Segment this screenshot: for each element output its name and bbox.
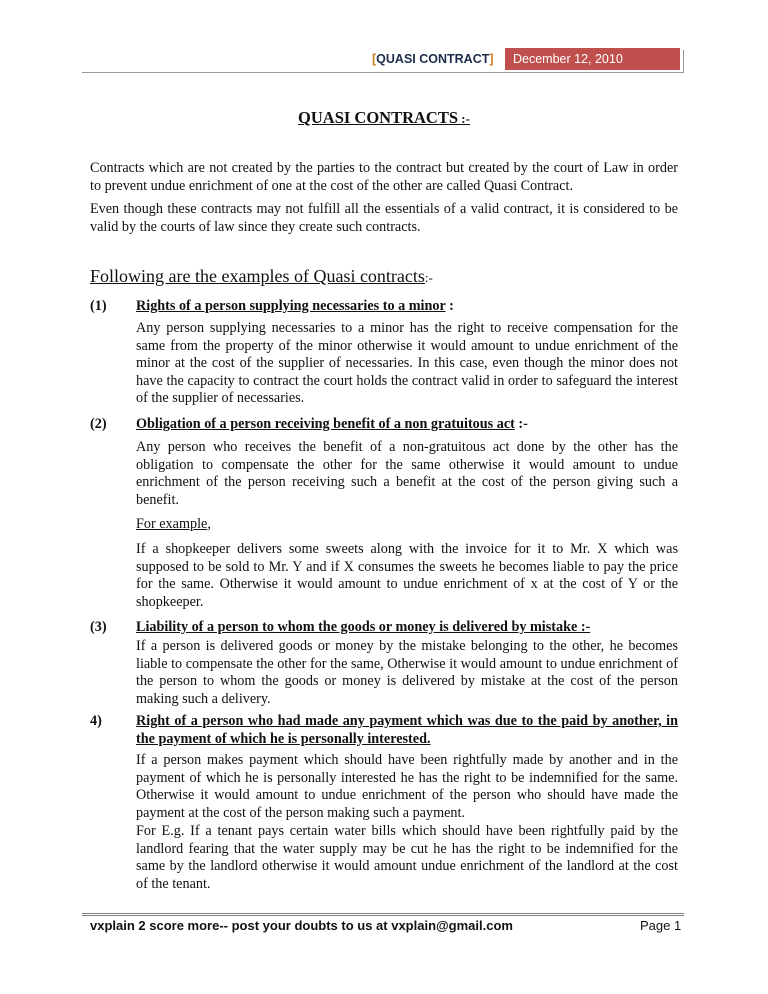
page-title-suffix: :- xyxy=(458,111,470,126)
item-2-example-label-text: For example xyxy=(136,516,208,532)
intro-paragraph-2: Even though these contracts may not fulfill all the essentials of a valid contract, it is considered to be valid by the courts of law since they create such contracts. xyxy=(90,201,678,235)
header-rule-tick xyxy=(683,50,684,72)
item-3-title-text: Liability of a person to whom the goods or money is delivered by mistake :- xyxy=(136,619,591,635)
header-rule xyxy=(82,72,684,73)
item-1-title-text: Rights of a person supplying necessaries to a minor xyxy=(136,298,446,314)
item-2-title-suffix: :- xyxy=(514,416,528,432)
header-bracket-close: ] xyxy=(489,52,494,66)
header-title-text: QUASI CONTRACT xyxy=(376,52,490,66)
item-4-number: 4) xyxy=(90,713,102,729)
header-date: December 12, 2010 xyxy=(505,48,680,70)
item-2-body: Any person who receives the benefit of a non-gratuitous act done by the other has the obligation to compensate the other for the same otherwise it would amount to undue enrichment of the person receiving such a benefit at the cost of the person giving such a benefit. xyxy=(136,439,678,508)
examples-heading xyxy=(90,266,433,287)
page-title xyxy=(0,108,768,128)
item-4-title xyxy=(136,713,678,748)
item-2-example-label-suffix: , xyxy=(207,516,211,532)
footer-rule xyxy=(82,913,684,916)
item-3-title xyxy=(136,619,678,637)
item-2-title xyxy=(136,416,678,434)
item-1-number: (1) xyxy=(90,298,107,314)
item-3-body: If a person is delivered goods or money by the mistake belonging to the other, he becomes liable to compensate the other for the same, Otherwise it would amount to undue enrichment of the person to whom the goods or money is delivered by mistake at the cost of the person making such a delivery. xyxy=(136,638,678,707)
examples-heading-text: Following are the examples of Quasi contracts xyxy=(90,266,425,286)
item-2-example-body: If a shopkeeper delivers some sweets along with the invoice for it to Mr. X which was supposed to be sold to Mr. Y and if X consumes the sweets he becomes liable to pay the price for the same. Otherwise it would amount to undue enrichment of x at the cost of Y or the shopkeeper. xyxy=(136,541,678,610)
item-4-body: If a person makes payment which should have been rightfully made by another and in the payment of which he is personally interested he has the right to be indemnified for the same. Otherwise it would amount to undue enrichment of the person who should have made the payment at the cost of the person making such a payment. xyxy=(136,752,678,821)
footer-text: vxplain 2 score more-- post your doubts to us at vxplain@gmail.com xyxy=(90,918,513,933)
item-2-example-label xyxy=(136,516,678,534)
item-4-body-2: For E.g. If a tenant pays certain water bills which should have been rightfully paid by the landlord fearing that the water supply may be cut he has the right to be indemnified for the same by the landlord otherwise it would amount undue enrichment of the landlord at the cost of the tenant. xyxy=(136,823,678,892)
intro-paragraph-1: Contracts which are not created by the parties to the contract but created by the court of Law in order to prevent undue enrichment of one at the cost of the other are called Quasi Contract. xyxy=(90,160,678,194)
header-title xyxy=(372,52,494,66)
item-1-title-suffix: : xyxy=(445,298,454,314)
item-1-body: Any person supplying necessaries to a minor has the right to receive compensation for the same from the property of the minor otherwise it would amount to undue enrichment of the minor at the cost of the supplier of necessaries. In this case, even though the minor does not have the capacity to contract the court holds the contract valid in order to safeguard the interest of the supplier of necessaries. xyxy=(136,320,678,407)
page-title-main: QUASI CONTRACTS xyxy=(298,108,459,127)
item-2-title-text: Obligation of a person receiving benefit of a non gratuitous act xyxy=(136,416,515,432)
item-4-title-text: Right of a person who had made any payment which was due to the paid by another, in the payment of which he is personally interested. xyxy=(136,713,678,747)
item-2-number: (2) xyxy=(90,416,107,432)
page-number: Page 1 xyxy=(640,918,682,933)
examples-heading-suffix: :- xyxy=(424,270,433,285)
item-1-title xyxy=(136,298,678,316)
item-3-number: (3) xyxy=(90,619,107,635)
header-bracket-open: [ xyxy=(372,52,377,66)
